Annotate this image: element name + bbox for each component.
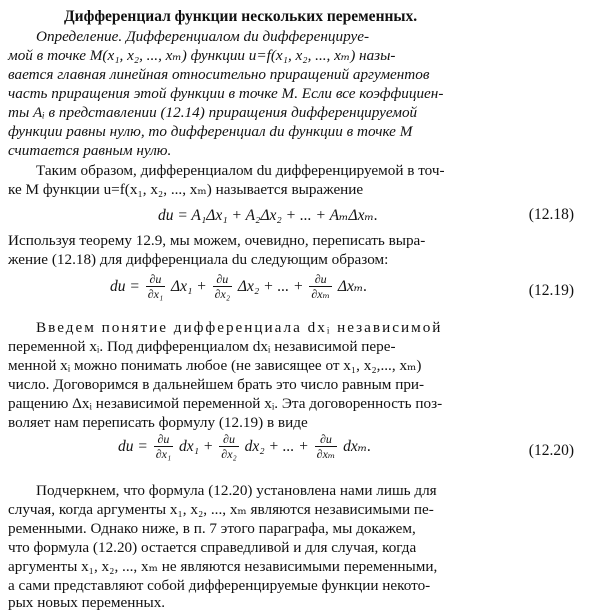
paragraph-line: воляет нам переписать формулу (12.19) в виде	[8, 414, 308, 431]
paragraph-line: ращению Δxᵢ независимой переменной xᵢ. Эта договоренность поз-	[8, 395, 443, 412]
equation-term: Δx₂ + ... +	[237, 277, 304, 295]
paragraph-line: что формула (12.20) остается справедливой и для случая, когда	[8, 539, 417, 556]
partial-fraction: $\frac{\partial u}{\text{∂xₘ}}$	[311, 272, 330, 301]
equation-term: Δxₘ.	[337, 278, 368, 295]
equation-12-20	[118, 432, 371, 461]
definition-line: ты Aᵢ в представлении (12.14) приращения дифференцируемой	[8, 104, 418, 121]
paragraph-line: число. Договоримся в дальнейшем брать это число равным при-	[8, 376, 425, 393]
partial-fraction: $\frac{\partial u}{\text{∂xₘ}}$	[316, 432, 336, 461]
partial-fraction: $\frac{\partial u}{\text{∂x₂}}$	[221, 432, 237, 461]
equation-number: (12.19)	[528, 282, 574, 299]
paragraph-line: случая, когда аргументы x₁, x₂, ..., xₘ являются независимыми пе-	[8, 501, 434, 518]
partial-fraction: $\frac{\partial u}{\text{∂x₂}}$	[214, 272, 231, 301]
equation-12-18: du = A₁Δx₁ + A₂Δx₂ + ... + AₘΔxₘ.	[158, 207, 378, 224]
equation-number: (12.18)	[528, 206, 574, 223]
equation-term: dxₘ.	[343, 438, 372, 455]
paragraph-line: переменной xᵢ. Под дифференциалом dxᵢ независимой пере-	[8, 338, 396, 355]
definition-line: мой в точке M(x₁, x₂, ..., xₘ) функции u=f(x₁, x₂, ..., xₘ) назы-	[8, 47, 396, 64]
paragraph-line: а сами представляют собой дифференцируемые функции некото-	[8, 577, 431, 594]
paragraph-line: ке M функции u=f(x₁, x₂, ..., xₘ) называется выражение	[8, 181, 364, 198]
paragraph-line: Подчеркнем, что формула (12.20) установлена нами лишь для	[36, 482, 437, 499]
paragraph-line: рых новых переменных.	[8, 594, 166, 611]
paragraph-line: ременными. Однако ниже, в п. 7 этого параграфа, мы докажем,	[8, 520, 416, 537]
partial-fraction: $\frac{\partial u}{\text{∂x₁}}$	[155, 432, 172, 461]
definition-line: функции равны нулю, то дифференциал du функции в точке M	[8, 123, 413, 140]
paragraph-line: Используя теорему 12.9, мы можем, очевидно, переписать выра-	[8, 232, 426, 249]
paragraph-text: Введем понятие дифференциала dxᵢ независимой	[36, 319, 443, 336]
definition-line: часть приращения этой функции в точке M. Если все коэффициен-	[8, 85, 444, 102]
equation-number: (12.20)	[528, 442, 574, 459]
equation-term: Δx₁ +	[171, 277, 207, 295]
definition-line: считается равным нулю.	[8, 142, 172, 159]
equation-lhs: du =	[118, 437, 148, 455]
partial-fraction: $\frac{\partial u}{\text{∂x₁}}$	[147, 272, 164, 301]
equation-lhs: du =	[110, 277, 140, 295]
paragraph-line: жение (12.18) для дифференциала du следующим образом:	[8, 251, 389, 268]
definition-line: вается главная линейная относительно приращений аргументов	[8, 66, 430, 83]
definition-line: Определение. Дифференциалом du дифференцируе-	[36, 28, 370, 45]
paragraph-line: аргументы x₁, x₂, ..., xₘ не являются независимыми переменными,	[8, 558, 438, 575]
paragraph-line: менной xᵢ можно понимать любое (не зависящее от x₁, x₂,..., xₘ)	[8, 357, 422, 374]
section-title: Дифференциал функции нескольких переменных.	[64, 8, 418, 25]
paragraph-line	[36, 319, 580, 337]
equation-term: dx₂ + ... +	[244, 437, 309, 455]
paragraph-line: Таким образом, дифференциалом du дифференцируемой в точ-	[36, 162, 445, 179]
equation-term: dx₁ +	[179, 437, 214, 455]
equation-12-19	[110, 272, 367, 301]
